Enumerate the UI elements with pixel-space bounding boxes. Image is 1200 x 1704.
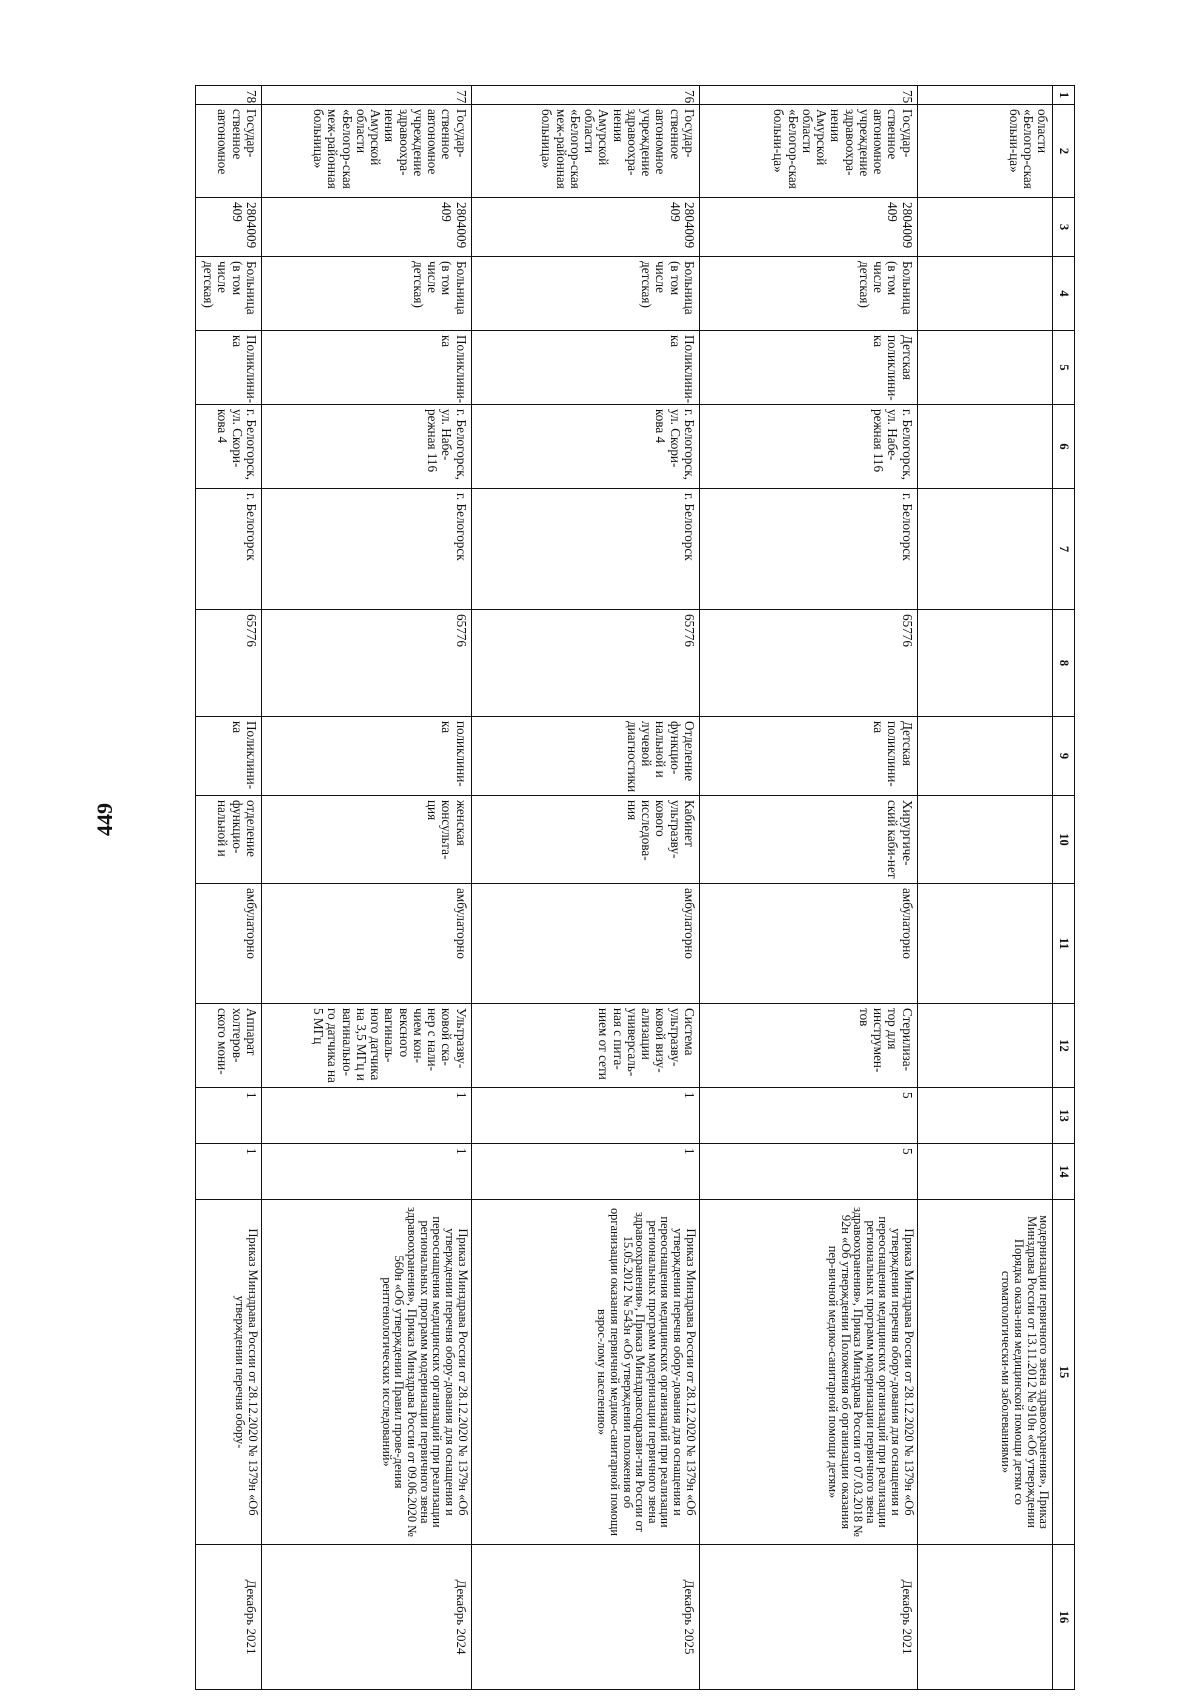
care-mode-cell: амбулаторно [196, 884, 262, 1004]
city-cell: г. Белогорск [261, 489, 471, 610]
column-number: 2 [1053, 105, 1075, 198]
equipment-cell: Стерилиза-тор для инструмен-тов [699, 1004, 917, 1088]
deadline-cell: Декабрь 2024 [261, 1545, 471, 1690]
quantity-cell: 1 [261, 1088, 471, 1144]
institution-type-cell [917, 257, 1053, 331]
quantity-cell: 5 [699, 1088, 917, 1144]
column-number: 10 [1053, 796, 1075, 884]
row-number-cell: 77 [261, 86, 471, 105]
registry-table-sheet [195, 85, 1075, 1655]
institution-type-cell: Больница (в том числе детская) [471, 257, 699, 331]
room-cell: женская консульта-ция [261, 796, 471, 884]
organization-cell: Государ-ственное автономное учреждение здравоохра-нения Амурской области «Белогор-ская меж-районная больница» [261, 105, 471, 198]
department-cell: Детская поликлини-ка [699, 717, 917, 796]
institution-type-cell: Больница (в том числе детская) [196, 257, 262, 331]
unit-cell: Поликлини-ка [261, 331, 471, 405]
department-cell: Поликлини-ка [196, 717, 262, 796]
organization-cell: области «Белогор-ская больни-ца» [917, 105, 1053, 198]
quantity-cell: 5 [699, 1144, 917, 1200]
room-cell: Кабинет ультразву-кового исследова-ния [471, 796, 699, 884]
city-cell: г. Белогорск [196, 489, 262, 610]
institution-type-cell: Больница (в том числе детская) [699, 257, 917, 331]
quantity-cell: 1 [471, 1088, 699, 1144]
care-mode-cell [917, 884, 1053, 1004]
population-cell: 65776 [196, 610, 262, 717]
quantity-cell [917, 1088, 1053, 1144]
unit-cell: Поликлини-ка [196, 331, 262, 405]
organization-cell: Государ-ственное автономное [196, 105, 262, 198]
deadline-cell: Декабрь 2025 [471, 1545, 699, 1690]
column-number: 4 [1053, 257, 1075, 331]
room-cell: Хирургиче-ский каби-нет [699, 796, 917, 884]
equipment-cell: Система ультразву-ковой визу-ализации универсаль-ная с пита-нием от сети [471, 1004, 699, 1088]
population-cell [917, 610, 1053, 717]
row-number-cell: 78 [196, 86, 262, 105]
quantity-cell [917, 1144, 1053, 1200]
column-number: 13 [1053, 1088, 1075, 1144]
deadline-cell [917, 1545, 1053, 1690]
quantity-cell: 1 [261, 1144, 471, 1200]
equipment-cell [917, 1004, 1053, 1088]
column-number: 8 [1053, 610, 1075, 717]
care-mode-cell: амбулаторно [699, 884, 917, 1004]
deadline-cell: Декабрь 2021 [196, 1545, 262, 1690]
inn-cell: 2804009 409 [261, 198, 471, 257]
city-cell [917, 489, 1053, 610]
care-mode-cell: амбулаторно [471, 884, 699, 1004]
row-number-cell: 76 [471, 86, 699, 105]
column-number: 15 [1053, 1200, 1075, 1545]
inn-cell: 2804009 409 [699, 198, 917, 257]
quantity-cell: 1 [471, 1144, 699, 1200]
legal-basis-cell: Приказ Минздрава России от 28.12.2020 № 1379н «Об утверждении перечня обору-дования для оснащения и переоснащения медицинских организаций при реализации региональных программ модернизации первичного звена здравоохранения», Приказ Минздрава России от 07.03.2018 № 92н «Об утверждении Положения об организации оказания пер-вичной медико-санитарной помощи детям» [699, 1200, 917, 1545]
column-number: 16 [1053, 1545, 1075, 1690]
address-cell: г. Белогорск, ул. Набе-режная 116 [699, 405, 917, 489]
row-number-cell: 75 [699, 86, 917, 105]
equipment-cell: Аппарат холтеров-ского мони- [196, 1004, 262, 1088]
column-number: 1 [1053, 86, 1075, 105]
department-cell: Отделение функцио-нальной и лучевой диагностики [471, 717, 699, 796]
city-cell: г. Белогорск [699, 489, 917, 610]
organization-cell: Государ-ственное автономное учреждение здравоохра-нения Амурской области «Белогор-ская меж-районная больница» [471, 105, 699, 198]
table-row [196, 86, 262, 1690]
address-cell: г. Белогорск, ул. Скори-кова 4 [196, 405, 262, 489]
room-cell [917, 796, 1053, 884]
population-cell: 65776 [699, 610, 917, 717]
column-number: 12 [1053, 1004, 1075, 1088]
inn-cell: 2804009 409 [471, 198, 699, 257]
column-number: 7 [1053, 489, 1075, 610]
equipment-cell: Ультразву-ковой ска-нер с нали-чием кон-вексного вагиналь-ного датчика на 3,5 МГц и вагинально-го датчика на 5 МГц [261, 1004, 471, 1088]
quantity-cell: 1 [196, 1144, 262, 1200]
column-number-row [1053, 86, 1075, 1690]
legal-basis-cell: Приказ Минздрава России от 28.12.2020 № 1379н «Об утверждении перечня обору- [196, 1200, 262, 1545]
table-row [917, 86, 1053, 1690]
unit-cell: Поликлини-ка [471, 331, 699, 405]
unit-cell: Детская поликлини-ка [699, 331, 917, 405]
column-number: 6 [1053, 405, 1075, 489]
unit-cell [917, 331, 1053, 405]
column-number: 5 [1053, 331, 1075, 405]
legal-basis-cell: Приказ Минздрава России от 28.12.2020 № 1379н «Об утверждении перечня обору-дования для оснащения и переоснащения медицинских организаций при реализации региональных программ модернизации первичного звена здравоохранения», Приказ Минздравсоцразви-тия России от 15.05.2012 № 543н «Об утверждении положения об организации оказания первичной медико-санитарной помощи взрос-лому населению» [471, 1200, 699, 1545]
column-number: 9 [1053, 717, 1075, 796]
institution-type-cell: Больница (в том числе детская) [261, 257, 471, 331]
page-number: 449 [92, 803, 117, 836]
table-row [699, 86, 917, 1690]
row-number-cell [917, 86, 1053, 105]
equipment-registry-table [195, 85, 1075, 1690]
population-cell: 65776 [261, 610, 471, 717]
column-number: 14 [1053, 1144, 1075, 1200]
population-cell: 65776 [471, 610, 699, 717]
city-cell: г. Белогорск [471, 489, 699, 610]
legal-basis-cell: Приказ Минздрава России от 28.12.2020 № 1379н «Об утверждении перечня обору-дования для оснащения и переоснащения медицинских организаций при реализации региональных программ модернизации первичного звена здравоохранения», Приказ Минздрава России от 09.06.2020 № 560н «Об утверждении Правил прове-дения рентгенологических исследований» [261, 1200, 471, 1545]
address-cell [917, 405, 1053, 489]
inn-cell: 2804009 409 [196, 198, 262, 257]
table-row [471, 86, 699, 1690]
table-row [261, 86, 471, 1690]
legal-basis-cell: модернизации первичного звена здравоохранения», Приказ Минздрава России от 13.11.2012 № 910н «Об утверждении Порядка оказа-ния медицинской помощи детям со стоматологически-ми заболеваниями» [917, 1200, 1053, 1545]
organization-cell: Государ-ственное автономное учреждение здравоохра-нения Амурской области «Белогор-ская больни-ца» [699, 105, 917, 198]
address-cell: г. Белогорск, ул. Скори-кова 4 [471, 405, 699, 489]
deadline-cell: Декабрь 2021 [699, 1545, 917, 1690]
address-cell: г. Белогорск, ул. Набе-режная 116 [261, 405, 471, 489]
department-cell: поликлини-ка [261, 717, 471, 796]
room-cell: отделение функцио-нальной и [196, 796, 262, 884]
column-number: 11 [1053, 884, 1075, 1004]
quantity-cell: 1 [196, 1088, 262, 1144]
department-cell [917, 717, 1053, 796]
column-number: 3 [1053, 198, 1075, 257]
care-mode-cell: амбулаторно [261, 884, 471, 1004]
inn-cell [917, 198, 1053, 257]
